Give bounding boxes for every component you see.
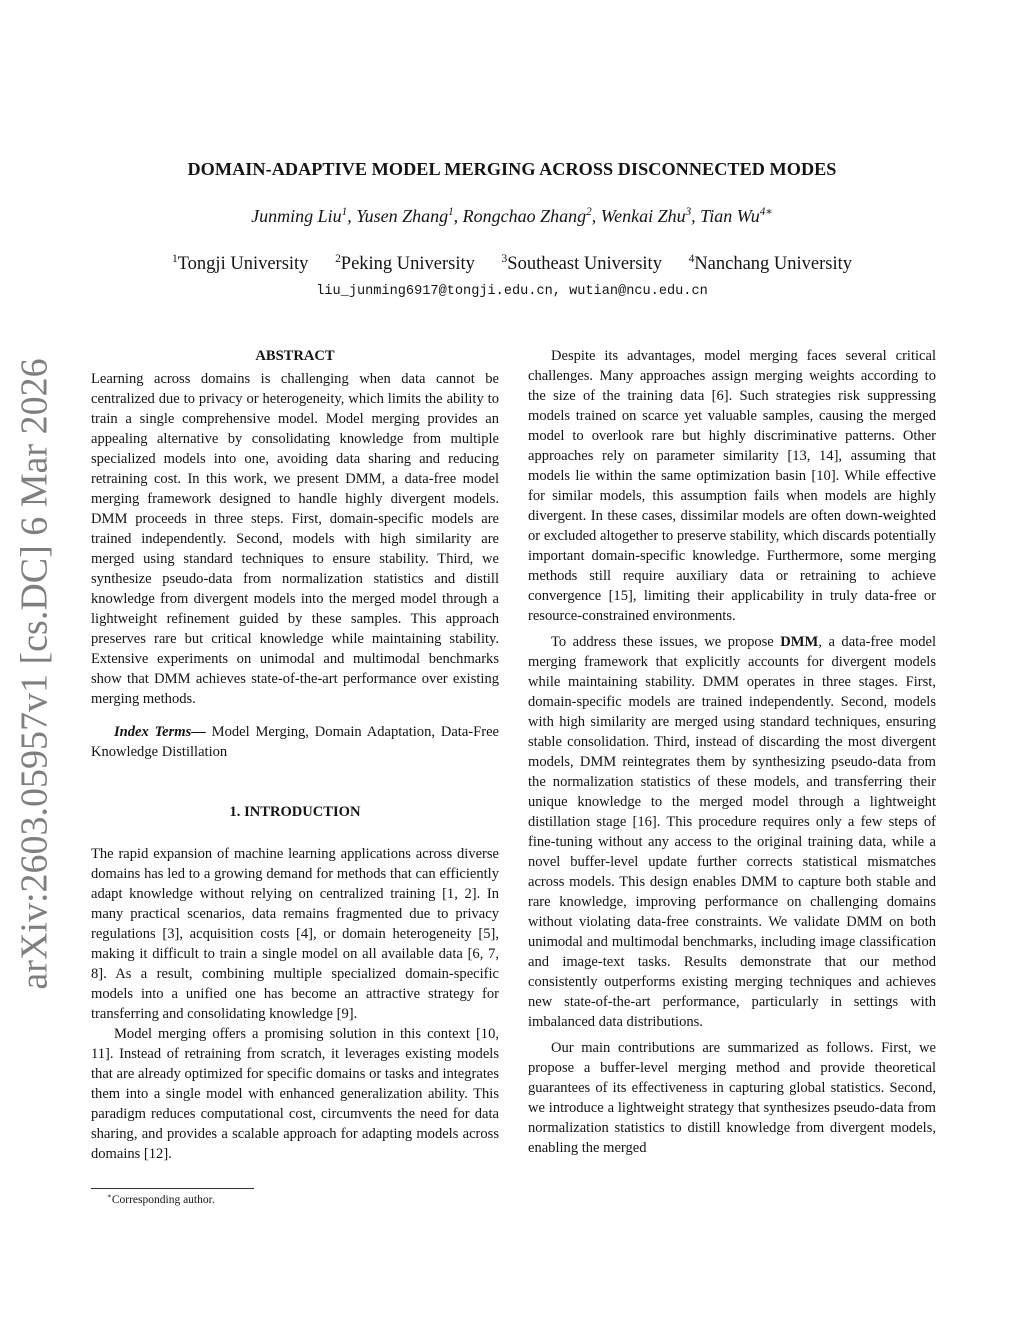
author: Junming Liu$^1$, (251, 206, 357, 226)
affiliation: $^4$Nanchang University (688, 252, 853, 274)
method-name: DMM (780, 634, 819, 650)
index-terms-text: Model Merging, Domain Adaptation, Data-Free Knowledge Distillation (91, 724, 499, 760)
abstract-text: Learning across domains is challenging when data cannot be centralized due to privacy or heterogeneity, which limits the ability to train a single comprehensive model. Model merging provides an appealing alternative by consolidating knowledge from multiple specialized models into one, avoiding data sharing and reducing retraining cost. In this work, we present DMM, a data-free model merging framework designed to handle highly divergent models. DMM proceeds in three steps. First, domain-specific models are trained independently. Second, models with high similarity are merged using standard techniques to ensure stability. Third, we synthesize pseudo-data from normalization statistics and distill knowledge from divergent models into the merged model through a lightweight refinement guided by these samples. This approach preserves rare but critical knowledge while maintaining stability. Extensive experiments on unimodal and multimodal benchmarks show that DMM achieves state-of-the-art performance over existing merging methods. (91, 371, 499, 707)
author-list (0, 206, 1024, 227)
paper-title: DOMAIN-ADAPTIVE MODEL MERGING ACROSS DISCONNECTED MODES (187, 159, 837, 179)
index-terms (91, 722, 499, 762)
intro-paragraph: Model merging offers a promising solution in this context [10, 11]. Instead of retraining from scratch, it leverages existing models that are already optimized for specific domains or tasks and integrates them into a single model with enhanced generalization ability. This paradigm reduces computational cost, circumvents the need for data sharing, and provides a scalable approach for adapting models across domains [12]. (91, 1026, 499, 1162)
index-terms-label: Index Terms— (114, 724, 206, 740)
footnote: ∗Corresponding author. (107, 1192, 215, 1206)
abstract-heading: ABSTRACT (255, 348, 335, 364)
intro-paragraph: To address these issues, we propose DMM, a data-free model merging framework that explicitly accounts for divergent models while maintaining stability. DMM operates in three stages. First, domain-specific models are trained independently. Second, models with high similarity are merged using standard techniques, ensuring stable consolidation. Third, instead of discarding the most divergent models, DMM reintegrates them by synthesizing pseudo-data from the normalization statistics of these models, and transferring their unique knowledge to the merged model through a lightweight distillation stage [16]. This procedure requires only a few steps of fine-tuning without any access to the original training data, while a novel buffer-level update further corrects statistical mismatches across models. This design enables DMM to capture both stable and rare knowledge, improving performance on challenging domains without violating data-free constraints. We validate DMM on both unimodal and multimodal benchmarks, including image classification and image-text tasks. Results demonstrate that our method consistently outperforms existing merging techniques and achieves new state-of-the-art performance, particularly in settings with imbalanced data distributions. (528, 634, 937, 1030)
intro-paragraph: Despite its advantages, model merging faces several critical challenges. Many approaches assign merging weights according to the size of the training data [6]. Such strategies risk suppressing models trained on scarce yet valuable samples, causing the merged model to overlook rare but highly discriminative patterns. Other approaches rely on parameter similarity [13, 14], assuming that models lie within the same optimization basin [10]. While effective for similar models, this assumption fails when models are highly divergent. In these cases, dissimilar models are often down-weighted or excluded altogether to preserve stability, which discards potentially important domain-specific knowledge. Furthermore, some merging methods still require auxiliary data or retraining to achieve convergence [15], limiting their applicability in truly data-free or resource-constrained environments. (528, 348, 936, 624)
author-emails: liu_junming6917@tongji.edu.cn, wutian@ncu.edu.cn (316, 284, 708, 299)
affiliation: $^2$Peking University (335, 252, 475, 274)
intro-paragraph: The rapid expansion of machine learning applications across diverse domains has led to a growing demand for methods that can efficiently adapt knowledge without relying on centralized training [1, 2]. In many practical scenarios, data remains fragmented due to privacy regulations [3], acquisition costs [4], or domain heterogeneity [5], making it difficult to train a single model on all available data [6, 7, 8]. As a result, combining multiple specialized domain-specific models into a unified one has become an attractive strategy for transferring and consolidating knowledge [9]. (91, 846, 499, 1022)
right-column (528, 346, 936, 1158)
intro-paragraph: Our main contributions are summarized as follows. First, we propose a buffer-level merging method and provide theoretical guarantees of its effectiveness in capturing global statistics. Second, we introduce a lightweight strategy that synthesizes pseudo-data from normalization statistics to distill knowledge from divergent models, enabling the merged (528, 1040, 936, 1156)
author: Tian $Wu^{4∗}$ (700, 206, 773, 226)
footnote-divider (91, 1188, 254, 1189)
affiliation: $^3$Southeast University (501, 252, 662, 274)
left-column (91, 346, 499, 1164)
arxiv-identifier: arXiv:2603.05957v1 [cs.DC] 6 Mar 2026 (14, 358, 57, 990)
affiliation: $^1$Tongji University (171, 252, 309, 274)
author: Wenkai Zhu$^3$, (600, 206, 701, 226)
introduction-heading: 1. INTRODUCTION (229, 804, 361, 820)
affiliation-list (0, 254, 1024, 275)
arxiv-sidebar (4, 358, 66, 990)
author: Rongchao Zhang$^2$, (462, 206, 601, 226)
author: Yusen Zhang$^1$, (356, 206, 463, 226)
